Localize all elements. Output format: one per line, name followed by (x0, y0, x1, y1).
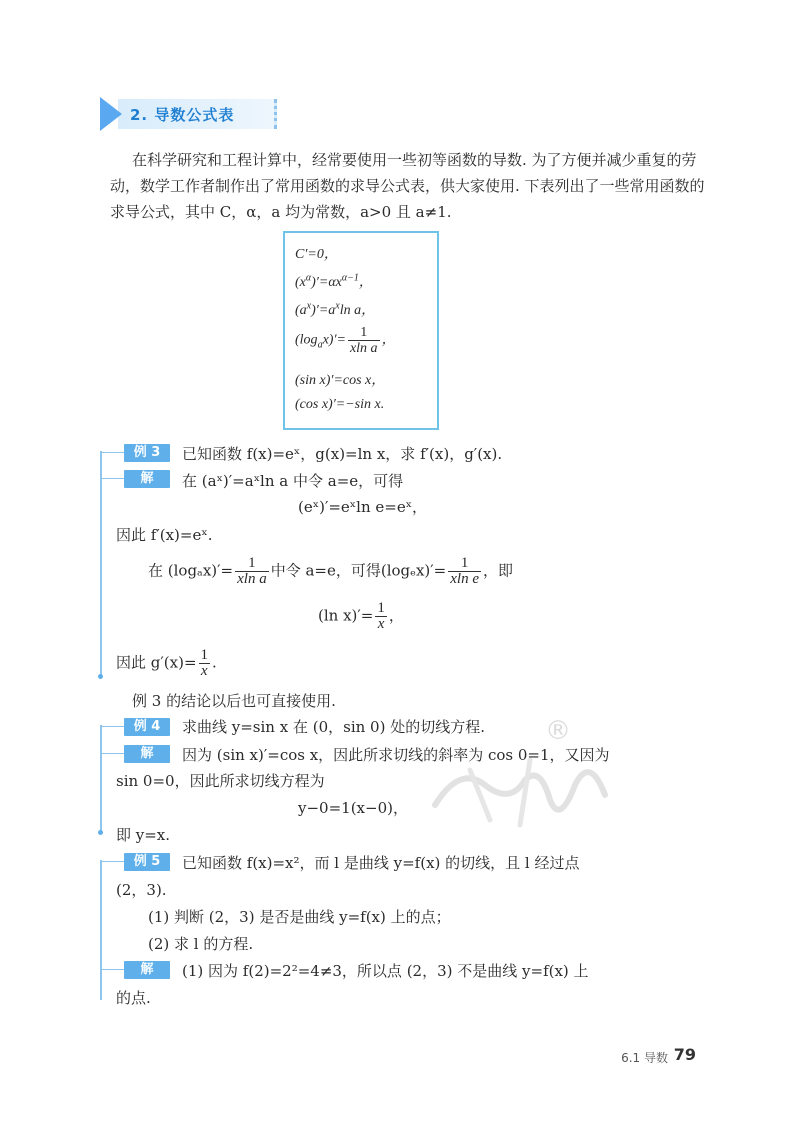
example-5-question: 已知函数 f(x)=x²，而 l 是曲线 y=f(x) 的切线，且 l 经过点 (182, 854, 580, 872)
example-3-end-dot (98, 674, 103, 679)
example-3-step-4: 在 (logₐx)′= $\frac{1}{\text{xln a}}$ 中令 a=e，可得(logₑx)′= $\frac{1}{\text{xln e}}$ ，即 (148, 555, 513, 587)
example-5-part-1: (1) 判断 (2，3) 是否是曲线 y=f(x) 上的点； (148, 908, 451, 926)
example-4-rule (100, 725, 102, 833)
page-number: 79 (673, 1045, 696, 1064)
example-5-step-2: 的点. (116, 989, 151, 1007)
example-3-rule (100, 451, 102, 677)
example-3-step-5: (ln x)′= $\frac{1}{x}$ ， (318, 600, 404, 632)
formula-exponential: $(a^x)'=a^x\ln$ a， (295, 300, 376, 318)
example-4-label: 例 4 (124, 718, 170, 736)
section-header-arrow-icon (100, 97, 122, 131)
example-3-note: 例 3 的结论以后也可直接使用. (132, 692, 336, 710)
intro-paragraph: 在科学研究和工程计算中，经常要使用一些初等函数的导数. 为了方便并减少重复的劳动，数学工作者制作出了常用函数的求导公式表，供大家使用. 下表列出了一些常用函数的求导公式，其中 C，α，a 均为常数，a>0 且 a≠1. (110, 151, 705, 221)
publisher-watermark-signature (430, 745, 610, 835)
example-3-step-6: 因此 g′(x)= $\frac{1}{x}$ . (116, 647, 217, 679)
example-4-step-3: y−0=1(x−0)， (298, 799, 408, 817)
formula-cosine: (cos x)′=−sin x. (295, 397, 385, 412)
example-3-question: 已知函数 f(x)=eˣ，g(x)=ln x，求 f′(x)，g′(x). (182, 445, 503, 463)
formula-table (283, 231, 439, 430)
example-3-step-1: 在 (aˣ)′=aˣln a 中令 a=e，可得 (182, 472, 404, 490)
example-5-part-2: (2) 求 l 的方程. (148, 935, 254, 953)
example-5-step-1: (1) 因为 f(2)=2²=4≠3，所以点 (2，3) 不是曲线 y=f(x) 上 (182, 962, 589, 980)
example-4-step-1: 因为 (sin x)′=cos x，因此所求切线的斜率为 cos 0=1，又因为 (182, 746, 610, 764)
example-4-solution-label: 解 (124, 745, 170, 763)
example-4-step-2: sin 0=0，因此所求切线方程为 (116, 772, 325, 790)
example-3-step-2: (eˣ)′=eˣln e=eˣ， (298, 498, 428, 516)
formula-logarithm: $(\log_ax)'=$ $\frac{1}{\text{xln a}}$ ， (295, 325, 396, 356)
formula-sine: (sin x)′=cos x， (295, 373, 386, 388)
section-title: 2. 导数公式表 (130, 106, 235, 124)
example-5-label: 例 5 (124, 853, 170, 871)
example-3-label: 例 3 (124, 444, 170, 462)
example-5-question-cont: (2，3). (116, 881, 167, 899)
example-5-rule (100, 860, 102, 1000)
formula-power: $(x^\alpha)'=\alpha x^{\alpha-1}$， (295, 272, 373, 290)
example-4-end-dot (98, 830, 103, 835)
example-4-question: 求曲线 y=sin x 在 (0，sin 0) 处的切线方程. (182, 718, 485, 736)
registered-mark: ® (545, 716, 571, 746)
formula-constant: C′=0， (295, 247, 338, 262)
example-3-solution-label: 解 (124, 470, 170, 488)
footer-section: 6.1 导数 (621, 1051, 668, 1065)
example-4-step-4: 即 y=x. (116, 826, 171, 844)
example-3-step-3: 因此 f′(x)=eˣ. (116, 526, 213, 544)
example-5-solution-label: 解 (124, 961, 170, 979)
section-header (100, 97, 276, 131)
